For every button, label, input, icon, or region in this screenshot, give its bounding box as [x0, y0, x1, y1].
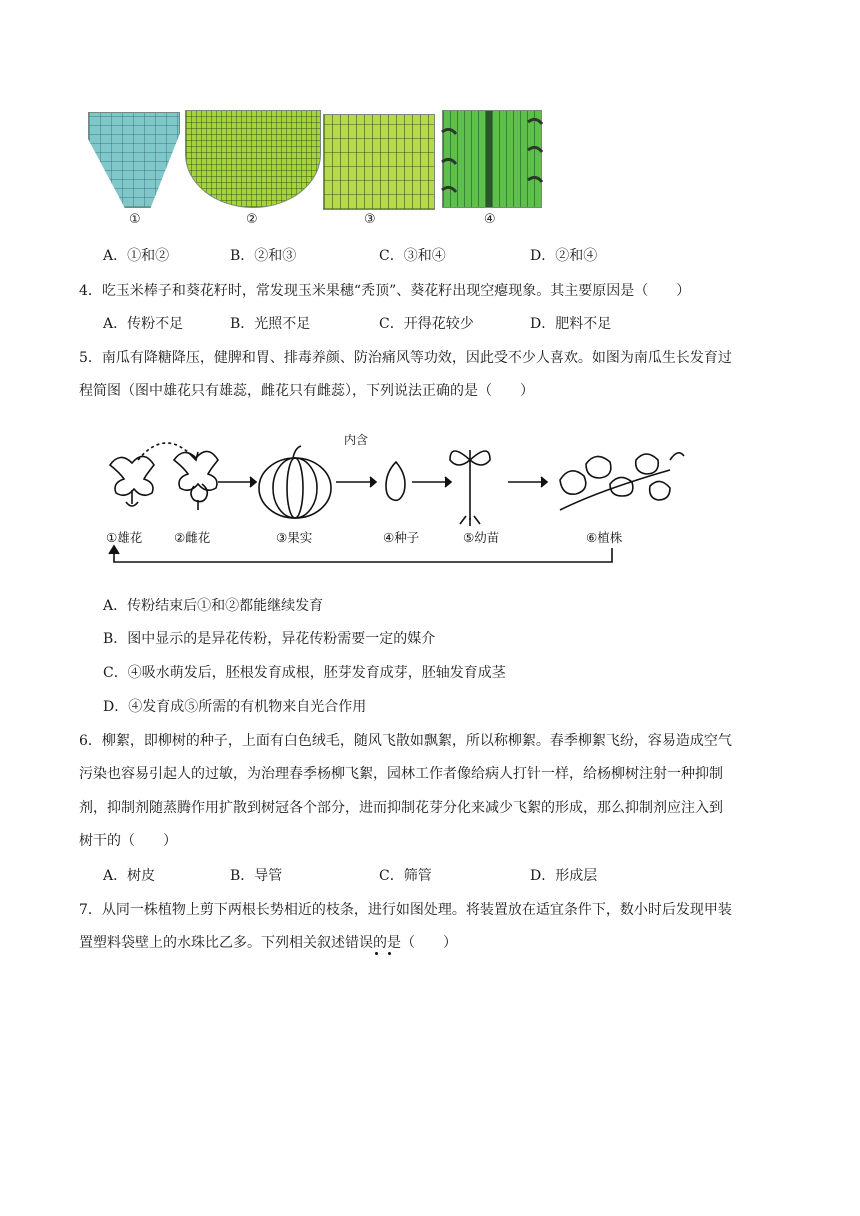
micrograph-2 — [185, 110, 321, 208]
micrograph-4-nodules — [436, 110, 550, 210]
micrograph-caption-1: ① — [129, 212, 141, 227]
label-seedling: ⑤幼苗 — [463, 530, 500, 545]
q6-line4: 树干的（ ） — [79, 833, 177, 849]
pumpkin-icon — [259, 446, 331, 518]
micrograph-caption-3: ③ — [364, 212, 376, 227]
q6-option-a[interactable]: A．树皮 — [103, 868, 156, 884]
q3-option-a[interactable]: A．①和② — [103, 248, 170, 264]
q6-option-b[interactable]: B．导管 — [230, 868, 283, 884]
seedling-icon — [450, 450, 490, 526]
q5-stem-line2: 程简图（图中雄花只有雄蕊，雌花只有雌蕊），下列说法正确的是（ ） — [79, 383, 534, 399]
q5-option-c[interactable]: C．④吸水萌发后，胚根发育成根，胚芽发育成芽，胚轴发育成茎 — [103, 665, 506, 681]
q4-option-b[interactable]: B．光照不足 — [230, 316, 311, 332]
q5-option-b[interactable]: B．图中显示的是异花传粉，异花传粉需要一定的媒介 — [103, 631, 436, 647]
male-flower-icon — [110, 456, 154, 506]
label-seed: ④种子 — [383, 530, 420, 545]
q5-stem-line1: 5．南瓜有降糖降压，健脾和胃、排毒养颜、防治痛风等功效，因此受不少人喜欢。如图为南瓜生长发育过 — [79, 350, 732, 366]
q6-line3: 剂，抑制剂随蒸腾作用扩散到树冠各个部分，进而抑制花芽分化来减少飞絮的形成，那么抑制剂应注入到 — [79, 800, 723, 816]
q3-option-b[interactable]: B．②和③ — [230, 248, 297, 264]
micrograph-1 — [88, 112, 180, 208]
q3-option-c[interactable]: C．③和④ — [379, 248, 446, 264]
micrograph-caption-2: ② — [246, 212, 258, 227]
cycle-return-arrow — [114, 548, 612, 562]
q5-option-a[interactable]: A．传粉结束后①和②都能继续发育 — [103, 598, 324, 614]
q7-line1: 7．从同一株植物上剪下两根长势相近的枝条，进行如图处理。将装置放在适宜条件下，数小时后发现甲装 — [79, 902, 732, 918]
seed-icon — [386, 462, 405, 500]
q3-option-d[interactable]: D．②和④ — [530, 248, 598, 264]
label-female-flower: ②雌花 — [174, 530, 211, 545]
q6-option-d[interactable]: D．形成层 — [530, 868, 598, 884]
q5-option-d[interactable]: D．④发育成⑤所需的有机物来自光合作用 — [103, 699, 367, 715]
label-male-flower: ①雄花 — [106, 530, 143, 545]
micrograph-3 — [323, 114, 435, 210]
q4-option-a[interactable]: A．传粉不足 — [103, 316, 184, 332]
q6-line2: 污染也容易引起人的过敏，为治理春季杨柳飞絮，园林工作者像给病人打针一样，给杨柳树注射一种抑制 — [79, 766, 723, 782]
label-fruit: ③果实 — [276, 530, 313, 545]
q6-option-c[interactable]: C．筛管 — [379, 868, 432, 884]
q4-stem: 4．吃玉米棒子和葵花籽时，常发现玉米果穗“秃顶”、葵花籽出现空瘪现象。其主要原因是（ ） — [79, 283, 691, 299]
micrograph-caption-4: ④ — [484, 212, 496, 227]
q7-line2: 置塑料袋壁上的水珠比乙多。下列相关叙述错误的是（ ） — [79, 935, 457, 951]
q6-line1: 6．柳絮，即柳树的种子，上面有白色绒毛，随风飞散如飘絮，所以称柳絮。春季柳絮飞纷，容易造成空气 — [79, 733, 732, 749]
q4-option-c[interactable]: C．开得花较少 — [379, 316, 474, 332]
pumpkin-cycle-diagram — [90, 420, 690, 580]
arrow-label-contains: 内含 — [344, 433, 369, 447]
q4-option-d[interactable]: D．肥料不足 — [530, 316, 612, 332]
emphasis-dots — [372, 952, 394, 956]
label-plant: ⑥植株 — [586, 530, 623, 545]
pumpkin-plant-icon — [560, 453, 684, 510]
